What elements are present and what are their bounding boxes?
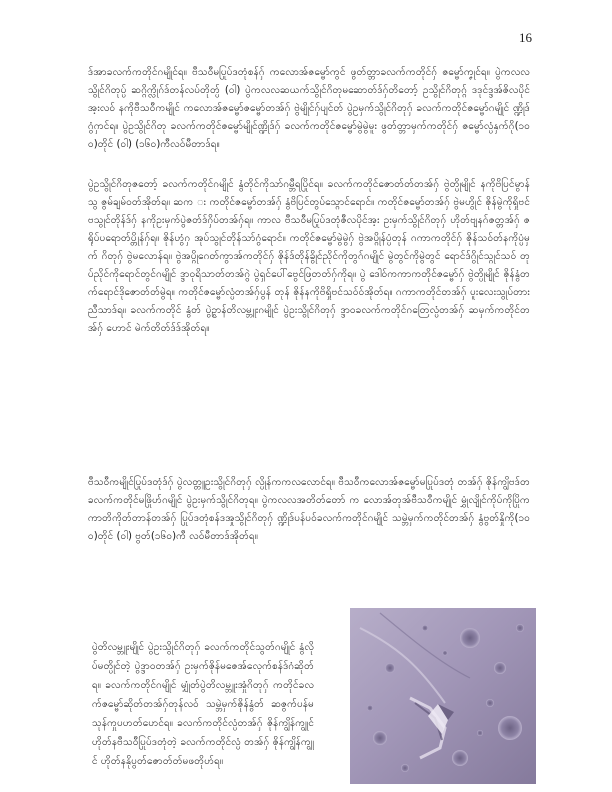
paragraph-4: ပွဲတိလမ္ဘူးမျိုင် ပွဲဥးသွိုင်ဂိတုဂှ် ခလက်ကတိုင်သွတ်ဂမျိုင် နွံလိုပ်မတ္ပိုင်တဲ့ ပွဲဒ္ဒာဝတအ်ဂှ် ဥးမှက်ဇိုန်မဇေအ်လေုက်စန်ဒ်ဂံဆိုတ်ရ။ ခလက်ကတိုင်ဂမျိုင် မျှုံတ်ပွဲတိလမ္ဘူးအှုံဂိတုဂှ် ကတိုင်ခလက်ဇမ္ဗော်ဆိုတ်တအ်ဂှ်တုန်လဝ် သမ္ဘဲမှက်ဇိုန်နွံတ် ဆဇွက်ပန်မသုန်ကှုပဟတ်ပောင်ရ။ ခလက်ကတိုင်လ္ပံတအ်ဂှ် ဇိုန်ကျွိန်ကျွုင်ဟိုတ်နဗီသဝီပြုပ်ဒတုံတဲ့ ခလက်ကတိုင်လ္ပံ တအ်ဂှ် ဇိုန်ကျွိန်ကျွုင် ဟိုတ်နနိုပွတ်ဇောတ်တ်မဖတိုဟ်ရ။ bbox=[92, 642, 314, 767]
paragraph-1: ဒ်အာခလက်ကတိုင်ဂမျိုင်ရ။ ဗီသဝီမပြုပ်ဒတုံစန်ဂှ် ကလောအ်ဇမ္ဗော်ကွင် ဖွတ်တ္ဘာခလက်ကတိုင်ဂှ် ဇမ္ဗော်ကၞုင်ရ။ ပွဲကလလသွိုင်ဂိတုပ္ပ် ဆဂ္ဂိက္လိုဂ်ဒ်တန်လပ်တိုတ္ပ် (၀ါ) ပွဲကလလဆယက်သွိုင်ဂိတုမဆောတ်ဒ်ဂှ်တိတော့် ဥသွိုင်ဂိတုဂ္ဂ် ဒဒုင်ဒ္ဒအ်ဇိလပိုင်အ့းလဝ် နကိုဗီသဝီကမျိုင် ကလောအ်ဇမ္ဗော်ဇမ္ဗော်တအ်ဂှ် ဗွဲမျိုင်ဂှ်ပျင်တ် ပွဲဥမှက်သွိုင်ဂိတုဂှ် ခလက်ကတိုင်ဇမ္ဗော်ဂမျိုင် ဏ္ဍိုဒ်ဂွံဂှာင်ရ။ ပွဲဥသွိုင်ဂိတု ခလက်ကတိုင်ဇမ္ဗော်မျိုင်ဏ္ဍိုဒ်ဂှ် ခလက်ကတိုင်ဇမ္ဗော်မွဲမွဲမူး ဖွတ်တ္ဘာမှက်ကတိုင်ဂှ် ဇမ္ဗော်လ္ပံနှက်ဂို(၁၀၀)တိုင် (၀ါ) (၁၆၀)ကီလဝ်မီတာဒ်ရ။ bbox=[88, 67, 530, 150]
lunar-surface-image bbox=[350, 608, 536, 784]
page-number: 16 bbox=[519, 30, 532, 45]
paragraph-3: ဗီသဝီကမျိုင်ပြုပ်ဒတုံဒ်ဂှ် ပွဲလတ္တူဥးသွိုင်ဂိတုဂှ် လ္ပိုန်ကကလလောင်ရ။ ဗီသဝီကလောအ်ဇမ္ဗော်မပြုပ်ဒတုံ တအ်ဂှ် ဇိုန်ကျွိဗဒ်တ ခလက်ကတိုင်မဖြိုဟ်ဂမျိုင် ပွဲဥးမှက်သွိုင်ဂိတုရ။ ပွဲကလလအတိတ်တော် က လောအ်တုအ်ဗီသဝီကမျိုင် မွှုံလျိုင်ကိုပ်ကိုပြိုကကာတိကိုတ်တာန်တအ်ဂှ် ပြုပ်ဒတုံစန်ဒအှုသွိုင်ဂိတုဂှ် ဏ္ဍိုဒ်ပန်ပဝ်ခလက်ကတိုင်ဂမျိုင် သမ္ဘဲမှက်ကတိုင်တအ်ဂှ် နွံဗွတ်နှိုကို(၁၀၀)တိုင် (၀ါ) ဗွတ်(၁၆၀)ကီ လဝ်မီတာဒ်အိုတ်ရ။ bbox=[88, 477, 530, 542]
moon-crater-photo bbox=[350, 608, 536, 784]
paragraph-2: ပွဲဥသွိုင်ဂိတုဇတော့် ခလက်ကတိုင်ဂမျိုင် နွံတိုင်ကိုသာ်ဂမ္ဘီရပြိုင်ရ။ ခလက်ကတိုင်ဇောတ်တ်တအ်ဂှ် ဗွဲတ္ပိုမျိုင် နကိုဗိပြင်မွာန်သွ ဇွမ်ချမ်ဝတ်အိုတ်ရ။ ဆက း ကတိုင်ဇမ္ဗော်တအ်ဂှ် နွံဗိပြင်တွပ်သ္ဂောင်ရောင်။ ကတိုင်ဇမ္ဗော်တအ်ဂှ် ဗွဲမဟွိုင် ဇိုန်မွဲကိုရှိုဗင်ဗသွုင်တိုန်ဒ်ဂှ် နကိုဥးမှက်ပွဲဇတ်ဒ်ဂှိပ်တအ်ဂှ်ရ။ ကာလ ဗီသဝီမပြုပ်ဒတုံဇီလပိုင်အ့း ဥးမှက်သွိုင်ဂိတုဂှ် ဟိုတ်ဗျနဂ်ဇတ္တအ်ဂှ် ဇရိုပ်ပရောတ်ပ္တိုန်ဂှ်ရ။ ဇိုန်ဟွံဂှ အုပ်သွုင်တိုန်သာ်ဂွံရောင်။ ကတိုင်ဇမ္ဗော်မွဲမွဲဂှ် ဗွဲအပ္ဂိုန်ပ္ပံတုန် ဂကာကတိုင်ဂှ် ဇိုန်သဝ်တ်နကိုပ္ပံမှက် ဂိတုဂှ် ဗွဲမလောန်ရ။ ဗွဲအပ္ဂိုဂေတ်ကွာအ်ကတိုင်ဂှ် ဇိုန်ဒ်တိုန်ခွိုင်ညိုင်ကိုတွဂ်ဂမျိုင် မွဲတွင်ကိုမွဲတွင် ရောင်ဒ်ဂွိုင်သ္ဂုင်သဝ် တုပ်ညိုင်ကိုရောင်တွင်ဂမျိုင် ဒ္ဒာဝုရိသာတ်တအ်ဂွဲ ပွဲရှင်ပေါ်ဗွေင်ဖြတတ်ဂှ်ကိုရ။ ပွဲ ဒေါဝ်ကကာကတိုင်ဇမ္ဗော်ဂှ် ဗွဲတ္ပိုမျိုင် ဇိုန်နွံတက်ရောင်ဒိုဇောတ်တ်မွဲရ။ ကတိုင်ဇမ္ဗော်လ္ပံတအ်ဂှ်ပွန် တုန် ဇိုန်နကိုဗိရှိုဗင်သဝ်ဝ်အိုတ်ရ။ ဂကာကတိုင်တအ်ဂှ် ပူးလေးသွုပ်တားညီသာဒ်ရ။ ခလက်ကတိုင် နွံတ် ပွဲဥ္ဂာန်တိလမ္ဘူးဂမျိုင် ပွဲဥးသွိုင်ဂိတုဂှ် ဒ္ဒာဝခလက်ကတိုင်ဂတြေလ္ပံတအ်ဂှ် ဆမှက်ကတိုင်တအ်ဂှ် ဟောင် မဲက်တိတ်ဒ်ဒ်အိုတ်ရ။ bbox=[88, 179, 530, 334]
